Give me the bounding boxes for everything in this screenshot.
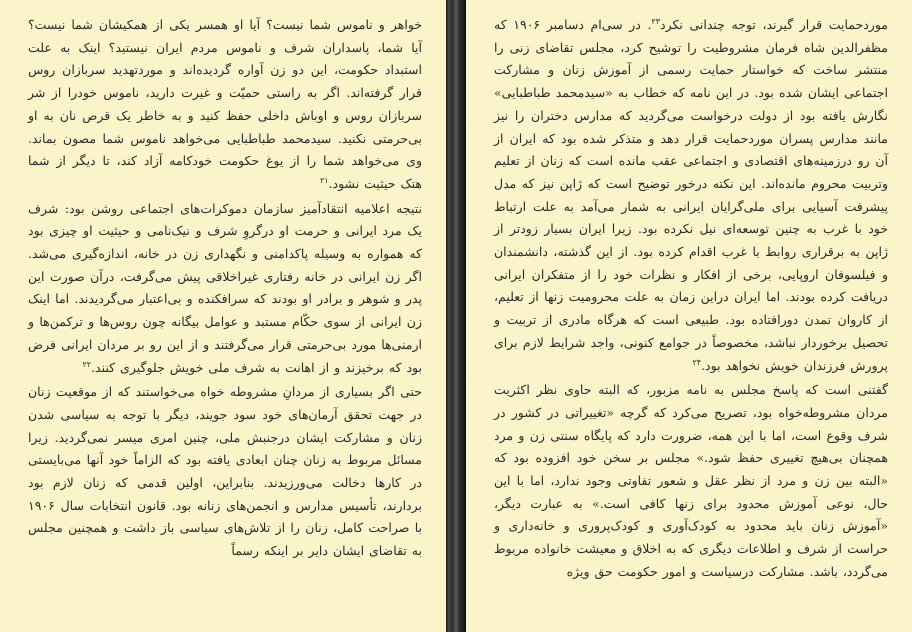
right-page-text xyxy=(494,14,888,584)
right-page xyxy=(466,0,912,632)
footnote-23: ۲۳ xyxy=(651,16,661,26)
book-gutter xyxy=(446,0,466,632)
right-paragraph-1: موردحمایت قرار گیرند، توجه چندانی نکرد$^{۲۳}$. در سی‌ام دسامبر ۱۹۰۶ که مظفرالدین شاه فرمان مشروطیت را توشیح کرد، مجلس تقاضای زنی را منتشر ساخت که خواستار حمایت رسمی از آموزش زنان و مشارکت اجتماعی ایشان شده بود. در این نامه که خطاب به «سیدمحمد طباطبایی» نگارش یافته بود از دولت درخواست می‌گردید که مدارس دختران را نیز مانند مدارس پسران موردحمایت قرار دهد و متذکر شده بود که ایران از آن رو درزمینه‌های اقتصادی و اجتماعی عقب مانده است که زنان از تعلیم وتربیت محروم مانده‌اند. این نکته درخور توضیح است که ژاپن نیز که مدل پیشرفت آسیایی برای ملی‌گرایان ایرانی به شمار می‌آمد به علت ارتباط خود با غرب به چنین توسعه‌ای نیل نکرده بود. زیرا ایران بسیار زودتر از ژاپن به برقراری روابط با غرب اقدام کرده بود. از این گذشته، دانشمندان و فیلسوفان اروپایی، برخی از افکار و نظرات خود را از متفکران ایرانی دریافت کرده بودند. اما ایران دراین زمان به علت محرومیت زنها از تعلیم، از کاروان تمدن دورافتاده بود. طبیعی است که هرگاه مادری از تربیت و تحصیل برخوردار نباشد، مخصوصاً در جوامع کنونی، واجد شرایط لازم برای پرورش فرزندان خویش نخواهد بود.$^{۲۴}$ xyxy=(494,16,888,373)
left-page xyxy=(0,0,446,632)
right-paragraph-2: گفتنی است که پاسخ مجلس به نامه مزبور، که البته حاوی نظر اکثریت مردان مشروطه‌خواه بود، تصریح می‌کرد که گرچه «تغییراتی در کشور در شرف وقوع است، اما با این همه، ضرورت دارد که پایگاه سنتی زن و مرد همچنان بی‌هیچ تغییری حفظ شود.» مجلس بر سخن خود افزوده بود که «البته بین زن و مرد از نظر عقل و شعور تفاوتی وجود ندارد، اما با این حال، نوعی آموزش محدود برای زنها کافی است.» به عبارت دیگر، «آموزش زنان باید محدود به کودک‌آوری و کودک‌پروری و خانه‌داری و حراست از شرف و اطلاعات دیگری که به اخلاق و معیشت خانواده مربوط می‌گردد، باشد. مشارکت درسیاست و امور حکومت حق ویژه xyxy=(494,382,888,579)
left-page-text xyxy=(28,14,422,563)
footnote-22: ۲۲ xyxy=(82,359,92,369)
left-paragraph-2: نتیجه اعلامیه انتقادآمیز سازمان دموکرات‌های اجتماعی روشن بود: شرف یک مرد ایرانی و حرمت او درگروِ شرف و نیک‌نامی و حیثیت او چیزی بود که همواره به وسیله پاکدامنی و نگهداری زن در خانه، اندازه‌گیری می‌شد. اگر زن ایرانی در خانه رفتاری غیراخلاقی پیش می‌گرفت، درآن صورت این پدر و شوهر و برادر او بودند که سرافکنده و بی‌اعتبار می‌گردیدند. اما اینک زن ایرانی از سوی حکّام مستبد و عوامل بیگانه چون روس‌ها و ترکمن‌ها و ارمنی‌ها مورد بی‌حرمتی قرار می‌گرفتند و از این رو بر مردان ایرانی فرض بود که برخیزند و از اهانت به شرف ملی خویش جلوگیری کنند.$^{۲۲}$ xyxy=(28,200,422,375)
left-paragraph-3: حتی اگر بسیاری از مردانِ مشروطه خواه می‌خواستند که از موقعیت زنان در جهت تحقق آرمان‌های خود سود جویند، دیگر با توجه به سیاسی شدن زنان و مشارکت ایشان درجنبش ملی، چنین امری میسر نمی‌گردید. زیرا مسائل مربوط به زنان چنان ابعادی یافته بود که الزاماً خود آنها می‌بایستی در کارها دخالت می‌ورزیدند. بنابراین، اولین قدمی که زنان لازم بود بردارند، تأسیس مدارس و انجمن‌های زنانه بود. قانون انتخابات سال ۱۹۰۶ با صراحت کامل، زنان را از تلاش‌های سیاسی باز داشت و همچنین مجلس به تقاضای ایشان دایر بر اینکه رسماً xyxy=(28,384,422,559)
footnote-21: ۲۱ xyxy=(319,175,329,185)
footnote-24: ۲۴ xyxy=(692,357,702,367)
left-paragraph-1: خواهر و ناموس شما نیست؟ آیا او همسر یکی از همکیشان شما نیست؟ آیا شما، پاسداران شرف و ناموس مردم ایران نیستید؟ اینک به علت استبداد حکومت، این دو زن آواره گردیده‌اند و موردتهدید سربازان روس قرار گرفته‌اند. اگر به راستی حمیّت و غیرت دارید، ناموس خودرا از شر سربازان روس و اوباش داخلی حفظ کنید و به خاطر یک قرص نان به او بی‌حرمتی نکنید. سیدمحمد طباطبایی می‌خواهد ناموس شما مصون بماند. وی می‌خواهد شما را از یوغ حکومت خودکامه آزاد کند، تا دیگر از شما هتک حیثیت نشود.$^{۲۱}$ xyxy=(28,17,422,191)
